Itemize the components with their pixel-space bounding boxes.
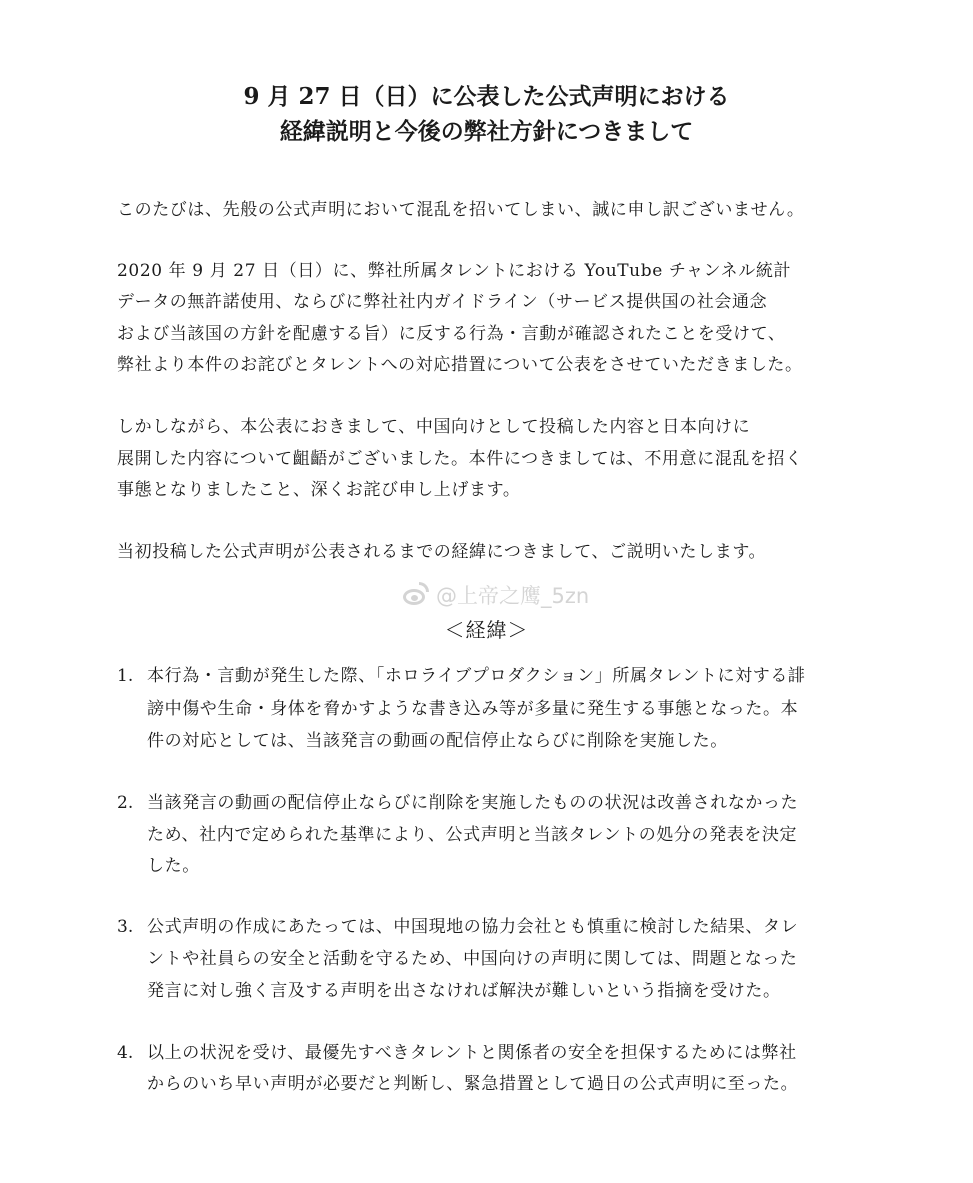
list-item-line: 当該発言の動画の配信停止ならびに削除を実施したものの状況は改善されなかった (147, 793, 799, 813)
list-item-number: 1. (117, 666, 134, 686)
intro-line-1: このたびは、先般の公式声明において混乱を招いてしまい、誠に申し訳ございません。 (117, 200, 805, 220)
list-item-line: 件の対応としては、当該発言の動画の配信停止ならびに削除を実施した。 (147, 731, 728, 751)
list-item-line: ため、社内で定められた基準により、公式声明と当該タレントの処分の発表を決定 (147, 825, 798, 845)
list-item-line: 以上の状況を受け、最優先すべきタレントと関係者の安全を担保するためには弊社 (147, 1043, 797, 1063)
watermark-text: @上帝之鹰_5zn (436, 584, 590, 608)
document-title-line-2: 経緯説明と今後の弊社方針につきまして (279, 118, 694, 145)
weibo-icon (400, 582, 430, 608)
apology-line-2: 展開した内容について齟齬がございました。本件につきましては、不用意に混乱を招く (117, 449, 803, 469)
list-item-number: 2. (117, 793, 134, 813)
list-item-line: 本行為・言動が発生した際、「ホロライブプロダクション」所属タレントに対する誹 (147, 666, 806, 686)
background-line-3: および当該国の方針を配慮する旨）に反する行為・言動が確認されたことを受けて、 (117, 324, 786, 344)
background-line-1: 2020 年 9 月 27 日（日）に、弊社所属タレントにおける YouTube チャンネル統計 (117, 261, 792, 281)
list-item-number: 3. (117, 917, 134, 937)
list-item-line: ントや社員らの安全と活動を守るため、中国向けの声明に関しては、問題となった (147, 949, 798, 969)
list-item-line: 謗中傷や生命・身体を脅かすような書き込み等が多量に発生する事態となった。本 (147, 699, 799, 719)
explanation-intro-line-1: 当初投稿した公式声明が公表されるまでの経緯につきまして、ご説明いたします。 (117, 542, 767, 562)
weibo-watermark (400, 580, 589, 610)
section-heading: ＜経緯＞ (444, 618, 529, 642)
document-title-line-1: 9 月 27 日（日）に公表した公式声明における (243, 83, 730, 110)
background-line-4: 弊社より本件のお詫びとタレントへの対応措置について公表をさせていただきました。 (117, 355, 803, 375)
list-item-line: からのいち早い声明が必要だと判断し、緊急措置として過日の公式声明に至った。 (147, 1074, 799, 1094)
list-item-line: 公式声明の作成にあたっては、中国現地の協力会社とも慎重に検討した結果、タレ (147, 917, 799, 937)
apology-line-1: しかしながら、本公表におきまして、中国向けとして投稿した内容と日本向けに (117, 417, 751, 437)
background-line-2: データの無許諾使用、ならびに弊社社内ガイドライン（サービス提供国の社会通念 (117, 292, 768, 312)
apology-line-3: 事態となりましたこと、深くお詫び申し上げます。 (117, 480, 521, 500)
list-item-line: 発言に対し強く言及する声明を出さなければ解決が難しいという指摘を受けた。 (147, 981, 781, 1001)
list-item-number: 4. (117, 1043, 134, 1063)
list-item-line: した。 (147, 856, 200, 876)
